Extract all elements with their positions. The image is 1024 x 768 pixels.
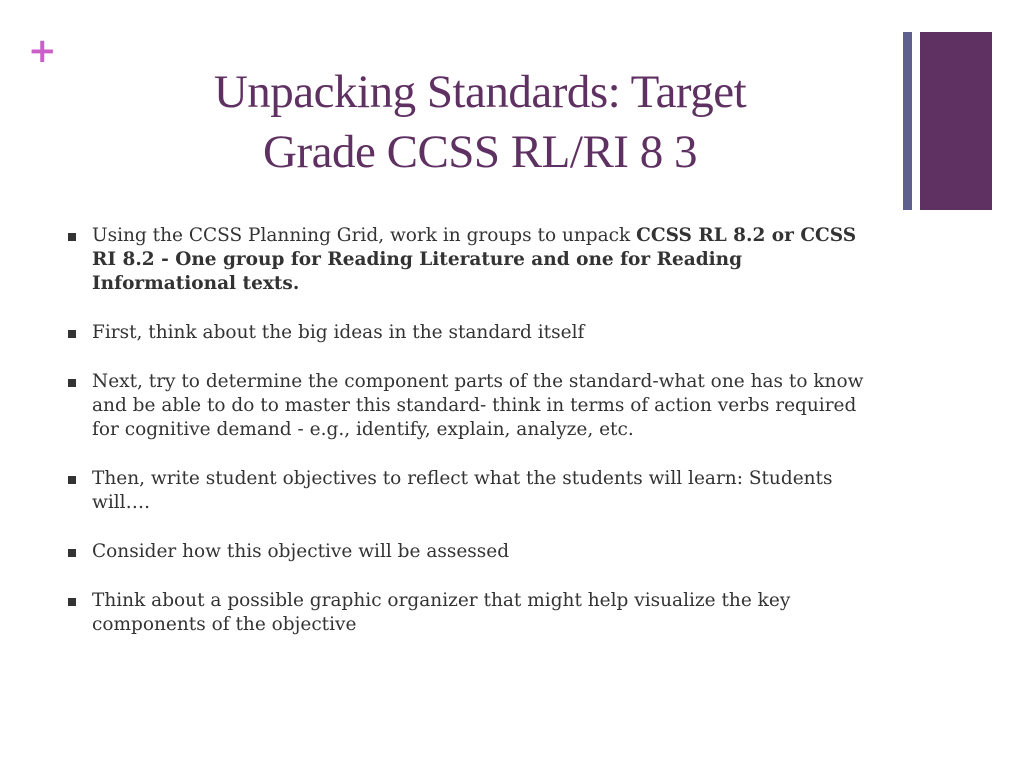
bullet-text: Using the CCSS Planning Grid, work in groups to unpack: [92, 225, 637, 246]
decorative-thick-bar: [920, 32, 992, 210]
slide-title-line-2: Grade CCSS RL/RI 8 3: [263, 126, 697, 178]
bullet-text: Then, write student objectives to reflect what the students will learn: Students will….: [92, 468, 833, 513]
plus-icon: +: [28, 31, 57, 71]
bullet-text: Next, try to determine the component parts of the standard-what one has to know and be able to do to master this standard- think in terms of action verbs required for cognitive demand - e.g., identify, explain, analyze, etc.: [92, 371, 864, 440]
square-bullet-icon: [68, 476, 76, 484]
bullet-text: Consider how this objective will be assessed: [92, 541, 510, 562]
bullet-list: [66, 224, 886, 662]
square-bullet-icon: [68, 330, 76, 338]
bullet-item-4: [66, 467, 886, 515]
square-bullet-icon: [68, 379, 76, 387]
square-bullet-icon: [68, 233, 76, 241]
slide-title-line-1: Unpacking Standards: Target: [213, 66, 747, 118]
square-bullet-icon: [68, 549, 76, 557]
bullet-text: First, think about the big ideas in the standard itself: [92, 322, 585, 343]
bullet-item-3: [66, 370, 886, 442]
square-bullet-icon: [68, 598, 76, 606]
bullet-item-2: [66, 321, 886, 345]
bullet-item-1: [66, 224, 886, 296]
bullet-item-5: [66, 540, 886, 564]
slide-title: [100, 62, 860, 182]
bullet-bold-text: CCSS RL 8.2 or CCSS RI 8.2 - One group for Reading Literature and one for Reading Informational texts.: [92, 225, 857, 294]
bullet-text: Think about a possible graphic organizer that might help visualize the key components of the objective: [92, 590, 791, 635]
bullet-item-6: [66, 589, 886, 637]
decorative-thin-bar: [903, 32, 912, 210]
